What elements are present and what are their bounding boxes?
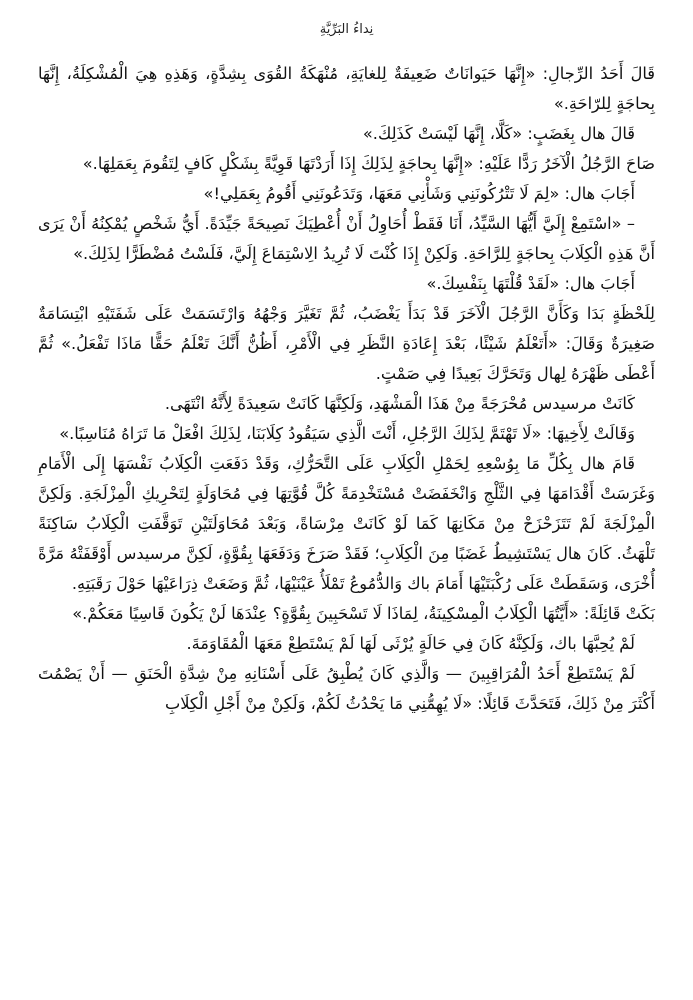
paragraph: قَالَ هال بِغَضَبٍ: «كَلَّا، إِنَّهَا لَيْسَتْ كَذَلِكَ.» [362, 124, 635, 143]
paragraph: لِلَحْظَةٍ بَدَا وَكَأَنَّ الرَّجُلَ الْآخَرَ قَدْ بَدَأَ يَغْضَبُ، ثُمَّ تَغَيَّرَ وَجْهُهُ وَارْتَسَمَتْ عَلَى شَفَتَيْهِ ابْتِسَامَةٌ صَغِيرَةٌ وَقَالَ: «أَتَعْلَمُ شَيْئًا، بَعْدَ إِعَادَةِ النَّظَرِ فِي الْأَمْرِ، أَظُنُّ أَنَّكَ تَعْلَمُ حَقًّا مَاذَا تَفْعَلُ.» ثُمَّ أَعْطَى ظَهْرَهُ لِهال وَتَحَرَّكَ بَعِيدًا فِي صَمْتٍ. [38, 304, 655, 383]
paragraph: لَمْ يُحِبَّهَا باك، وَلَكِنَّهُ كَانَ فِي حَالَةٍ يُرْثَى لَهَا لَمْ يَسْتَطِعْ مَعَهَا الْمُقَاوَمَةَ. [186, 634, 635, 653]
paragraph: لَمْ يَسْتَطِعْ أَحَدُ الْمُرَاقِبِينَ — وَالَّذِي كَانَ يُطْبِقُ عَلَى أَسْنَانِهِ مِنْ شِدَّةِ الْحَنَقِ — أَنْ يَصْمُتَ أَكْثَرَ مِنْ ذَلِكَ، فَتَحَدَّثَ قَائِلًا: «لَا يُهِمُّنِي مَا يَحْدُثُ لَكُمْ، وَلَكِنْ مِنْ أَجْلِ الْكِلَابِ [38, 664, 655, 713]
paragraph: قَالَ أَحَدُ الرِّجالِ: «إِنَّهَا حَيَوانَاتٌ ضَعِيفَةٌ لِلغايَةِ، مُنْهَكَةُ القُوَى بِشِدَّةٍ، وَهَذِهِ هِيَ الْمُشْكِلَةُ، إِنَّهَا بِحاجَةٍ لِلرّاحَةِ.» [38, 64, 655, 113]
running-head: نِداءُ البَرِّيَّةِ [319, 22, 374, 37]
paragraph: صَاحَ الرَّجُلُ الْآخَرُ رَدًّا عَلَيْهِ: «إِنَّهَا بِحاجَةٍ لِذَلِكَ إِذَا أَرَدْتَهَا قَوِيَّةً بِشَكْلٍ كَافٍ لِتَقُومَ بِعَمَلِهَا.» [82, 154, 655, 173]
paragraph: – «اسْتَمِعْ إِلَيَّ أَيُّهَا السَّيِّدُ، أَنَا فَقَطْ أُحَاوِلُ أَنْ أُعْطِيَكَ نَصِيحَةً جَيِّدَةً. أَيُّ شَخْصٍ يُمْكِنُهُ أَنْ يَرَى أَنَّ هَذِهِ الْكِلَابَ بِحاجَةٍ لِلرَّاحَةِ. وَلَكِنْ إِذَا كُنْتَ لَا تُرِيدُ الِاسْتِمَاعَ إِلَيَّ، فَلَسْتُ مُضْطَرًّا لِذَلِكَ.» [38, 214, 655, 263]
paragraph: أَجَابَ هال: «لَقَدْ قُلْتَهَا بِنَفْسِكَ.» [426, 274, 635, 293]
paragraph: أَجَابَ هال: «لِمَ لَا تَتْرُكُونَنِي وَشَأْنِي مَعَهَا، وَتَدَعُونَنِي أَقُومُ بِعَمَلِي!» [203, 184, 635, 203]
book-page [38, 0, 655, 1000]
body-text [38, 59, 655, 719]
paragraph: بَكَتْ قَائِلَةً: «أَيَّتُهَا الْكِلَابُ الْمِسْكِينَةُ، لِمَاذَا لَا تَسْحَبِينَ بِقُوَّةٍ؟ عِنْدَهَا لَنْ يَكُونَ قَاسِيًا مَعَكُمْ.» [72, 604, 655, 623]
paragraph: وَقَالَتْ لِأَخِيهَا: «لَا تَهْتَمَّ لِذَلِكَ الرَّجُلِ، أَنْتَ الَّذِي سَيَقُودُ كِلَابَنَا، لِذَلِكَ افْعَلْ مَا تَرَاهُ مُنَاسِبًا.» [59, 424, 635, 443]
paragraph: كَانَتْ مرسيدس مُحْرَجَةً مِنْ هَذَا الْمَشْهَدِ، وَلَكِنَّهَا كَانَتْ سَعِيدَةً لِأَنَّهُ انْتَهَى. [164, 394, 635, 413]
paragraph: قَامَ هال بِكُلِّ مَا بِوُسْعِهِ لِحَمْلِ الْكِلَابِ عَلَى التَّحَرُّكِ، وَقَدْ دَفَعَتِ الْكِلَابُ نَفْسَهَا إِلَى الْأَمَامِ وَغَرَسَتْ أَقْدَامَهَا فِي الثَّلْجِ وَانْخَفَضَتْ مُسْتَخْدِمَةً كُلَّ قُوَّتِهَا فِي مُحَاوَلَةٍ لِتَحْرِيكِ الْمِزْلَجَةِ. وَلَكِنَّ الْمِزْلَجَةَ لَمْ تَتَزَحْزَحْ مِنْ مَكَانِهَا كَمَا لَوْ كَانَتْ مِرْسَاةً، وَبَعْدَ مُحَاوَلَتَيْنِ تَوَقَّفَتِ الْكِلَابُ سَاكِنَةً تَلْهَثُ. كَانَ هال يَسْتَشِيطُ غَضَبًا مِنَ الْكِلَابِ؛ فَقَدْ صَرَخَ وَدَفَعَهَا بِقُوَّةٍ، لَكِنَّ مرسيدس أَوْقَفَتْهُ مَرَّةً أُخْرَى، وَسَقَطَتْ عَلَى رُكْبَتَيْهَا أَمَامَ باك وَالدُّمُوعُ تَمْلَأُ عَيْنَيْهَا، ثُمَّ وَضَعَتْ ذِرَاعَيْهَا حَوْلَ رَقَبَتِهِ. [38, 454, 655, 593]
